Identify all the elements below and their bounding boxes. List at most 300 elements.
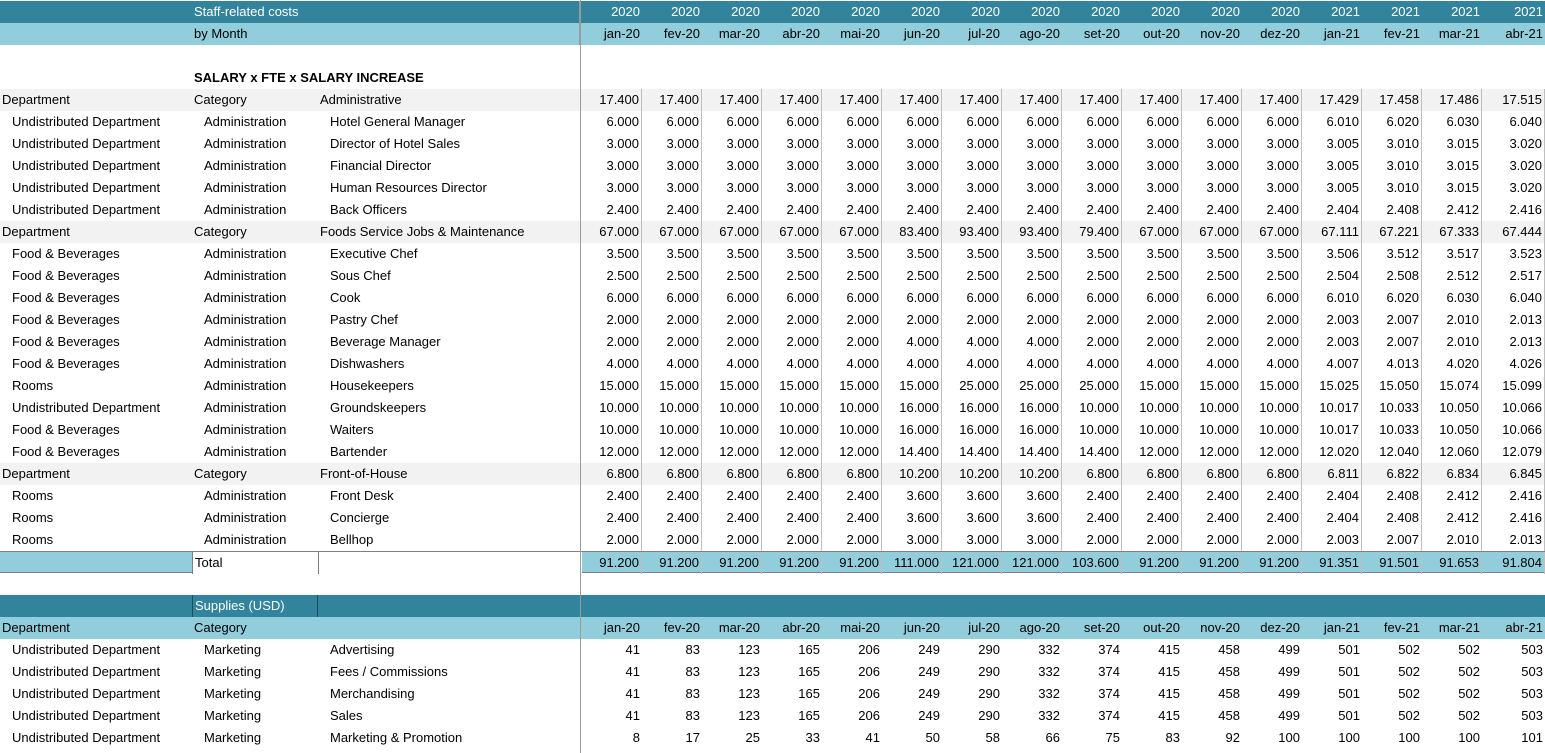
value-cell[interactable]: 10.000 (1182, 419, 1242, 441)
header-month-cell[interactable]: mar-21 (1438, 26, 1480, 41)
value-cell[interactable]: 2.412 (1422, 485, 1482, 507)
value-cell[interactable]: 3.000 (1182, 177, 1242, 199)
value-cell[interactable]: 123 (738, 664, 760, 679)
total-value-cell[interactable]: 91.200 (1182, 552, 1242, 574)
value-cell[interactable]: 2.500 (582, 265, 642, 287)
group-value-cell[interactable]: 17.458 (1362, 89, 1422, 111)
header-year-cell[interactable]: 2020 (911, 4, 940, 19)
header-year-cell[interactable]: 2020 (611, 4, 640, 19)
value-cell[interactable]: 3.000 (1002, 133, 1062, 155)
department-cell[interactable]: Undistributed Department (12, 202, 161, 217)
category-cell[interactable]: Marketing (204, 664, 262, 679)
value-cell[interactable]: 3.000 (702, 155, 762, 177)
supplies-month-cell[interactable]: nov-20 (1200, 620, 1240, 635)
value-cell[interactable]: 2.000 (1182, 529, 1242, 551)
department-cell[interactable]: Rooms (12, 488, 54, 503)
header-month-cell[interactable]: jun-20 (903, 26, 940, 41)
department-header[interactable]: Department (2, 466, 70, 481)
value-cell[interactable]: 3.500 (1122, 243, 1182, 265)
value-cell[interactable]: 6.000 (822, 287, 882, 309)
total-value-cell[interactable]: 91.200 (1242, 552, 1302, 574)
value-cell[interactable]: 3.500 (1182, 243, 1242, 265)
value-cell[interactable]: 3.000 (762, 177, 822, 199)
group-value-cell[interactable]: 67.000 (642, 221, 702, 243)
value-cell[interactable]: 2.412 (1422, 507, 1482, 529)
value-cell[interactable]: 4.000 (762, 353, 822, 375)
category-header[interactable]: Category (194, 92, 247, 107)
department-cell[interactable]: Rooms (12, 532, 54, 547)
value-cell[interactable]: 6.000 (1242, 111, 1302, 133)
value-cell[interactable]: 15.025 (1302, 375, 1362, 397)
department-cell[interactable]: Food & Beverages (12, 422, 120, 437)
value-cell[interactable]: 2.500 (822, 265, 882, 287)
value-cell[interactable]: 502 (1458, 686, 1480, 701)
value-cell[interactable]: 501 (1338, 664, 1360, 679)
group-value-cell[interactable]: 17.400 (702, 89, 762, 111)
value-cell[interactable]: 503 (1521, 708, 1543, 723)
value-cell[interactable]: 2.400 (762, 507, 822, 529)
value-cell[interactable]: 2.400 (1182, 485, 1242, 507)
value-cell[interactable]: 2.400 (882, 199, 942, 221)
value-cell[interactable]: 2.500 (1002, 265, 1062, 287)
value-cell[interactable]: 10.000 (1122, 419, 1182, 441)
group-value-cell[interactable]: 6.800 (762, 463, 822, 485)
group-name[interactable]: Foods Service Jobs & Maintenance (320, 224, 525, 239)
group-value-cell[interactable]: 17.400 (582, 89, 642, 111)
group-value-cell[interactable]: 6.834 (1422, 463, 1482, 485)
value-cell[interactable]: 503 (1521, 686, 1543, 701)
value-cell[interactable]: 332 (1038, 708, 1060, 723)
value-cell[interactable]: 41 (865, 730, 880, 745)
header-month-cell[interactable]: mar-20 (718, 26, 760, 41)
value-cell[interactable]: 25.000 (942, 375, 1002, 397)
value-cell[interactable]: 6.000 (582, 111, 642, 133)
department-cell[interactable]: Undistributed Department (12, 136, 161, 151)
value-cell[interactable]: 3.500 (582, 243, 642, 265)
value-cell[interactable]: 4.007 (1302, 353, 1362, 375)
item-name-cell[interactable]: Hotel General Manager (330, 114, 466, 129)
value-cell[interactable]: 16.000 (1002, 419, 1062, 441)
group-value-cell[interactable]: 67.000 (1182, 221, 1242, 243)
value-cell[interactable]: 332 (1038, 686, 1060, 701)
value-cell[interactable]: 6.000 (942, 111, 1002, 133)
value-cell[interactable]: 15.099 (1482, 375, 1545, 397)
group-value-cell[interactable]: 6.800 (822, 463, 882, 485)
value-cell[interactable]: 10.000 (702, 419, 762, 441)
value-cell[interactable]: 290 (978, 708, 1000, 723)
value-cell[interactable]: 2.400 (1062, 485, 1122, 507)
value-cell[interactable]: 501 (1338, 708, 1360, 723)
value-cell[interactable]: 4.000 (822, 353, 882, 375)
value-cell[interactable]: 2.000 (1062, 331, 1122, 353)
supplies-month-cell[interactable]: fev-20 (663, 620, 700, 635)
group-value-cell[interactable]: 67.444 (1482, 221, 1545, 243)
header-month-cell[interactable]: ago-20 (1019, 26, 1060, 41)
value-cell[interactable]: 2.512 (1422, 265, 1482, 287)
group-value-cell[interactable]: 93.400 (942, 221, 1002, 243)
supplies-month-cell[interactable]: mai-20 (840, 620, 880, 635)
value-cell[interactable]: 15.000 (1122, 375, 1182, 397)
value-cell[interactable]: 3.020 (1482, 133, 1545, 155)
header-month-cell[interactable]: jul-20 (968, 26, 1000, 41)
value-cell[interactable]: 2.400 (822, 507, 882, 529)
value-cell[interactable]: 2.400 (1182, 507, 1242, 529)
category-cell[interactable]: Administration (204, 202, 287, 217)
value-cell[interactable]: 4.000 (1122, 353, 1182, 375)
category-cell[interactable]: Marketing (204, 686, 262, 701)
value-cell[interactable]: 2.412 (1422, 199, 1482, 221)
value-cell[interactable]: 458 (1218, 664, 1240, 679)
category-header[interactable]: Category (194, 224, 247, 239)
item-name-cell[interactable]: Advertising (330, 642, 395, 657)
value-cell[interactable]: 206 (858, 708, 880, 723)
value-cell[interactable]: 10.000 (1242, 397, 1302, 419)
value-cell[interactable]: 2.400 (1182, 199, 1242, 221)
value-cell[interactable]: 2.500 (702, 265, 762, 287)
value-cell[interactable]: 3.000 (1002, 177, 1062, 199)
value-cell[interactable]: 10.000 (762, 397, 822, 419)
value-cell[interactable]: 2.000 (582, 331, 642, 353)
value-cell[interactable]: 3.000 (582, 133, 642, 155)
category-cell[interactable]: Administration (204, 312, 287, 327)
value-cell[interactable]: 6.000 (642, 111, 702, 133)
group-name[interactable]: Front-of-House (320, 466, 408, 481)
header-year-cell[interactable]: 2021 (1514, 4, 1543, 19)
value-cell[interactable]: 2.400 (642, 199, 702, 221)
value-cell[interactable]: 165 (798, 708, 820, 723)
value-cell[interactable]: 3.500 (942, 243, 1002, 265)
header-year-cell[interactable]: 2020 (671, 4, 700, 19)
value-cell[interactable]: 2.000 (582, 309, 642, 331)
value-cell[interactable]: 503 (1521, 664, 1543, 679)
value-cell[interactable]: 249 (918, 686, 940, 701)
value-cell[interactable]: 6.000 (882, 111, 942, 133)
value-cell[interactable]: 10.066 (1482, 397, 1545, 419)
value-cell[interactable]: 4.000 (882, 353, 942, 375)
value-cell[interactable]: 14.400 (1002, 441, 1062, 463)
department-cell[interactable]: Food & Beverages (12, 356, 120, 371)
department-cell[interactable]: Food & Beverages (12, 246, 120, 261)
value-cell[interactable]: 3.000 (882, 155, 942, 177)
category-cell[interactable]: Marketing (204, 730, 262, 745)
header-month-cell[interactable]: fev-21 (1383, 26, 1420, 41)
value-cell[interactable]: 6.000 (822, 111, 882, 133)
header-month-cell[interactable]: set-20 (1083, 26, 1120, 41)
value-cell[interactable]: 332 (1038, 664, 1060, 679)
value-cell[interactable]: 2.500 (1062, 265, 1122, 287)
value-cell[interactable]: 2.400 (702, 507, 762, 529)
value-cell[interactable]: 3.500 (762, 243, 822, 265)
group-value-cell[interactable]: 67.000 (582, 221, 642, 243)
value-cell[interactable]: 3.000 (1062, 133, 1122, 155)
value-cell[interactable]: 10.066 (1482, 419, 1545, 441)
category-cell[interactable]: Administration (204, 378, 287, 393)
value-cell[interactable]: 2.404 (1302, 199, 1362, 221)
value-cell[interactable]: 10.000 (762, 419, 822, 441)
value-cell[interactable]: 2.000 (1242, 529, 1302, 551)
value-cell[interactable]: 3.600 (1002, 507, 1062, 529)
value-cell[interactable]: 3.000 (1242, 133, 1302, 155)
value-cell[interactable]: 10.000 (1182, 397, 1242, 419)
value-cell[interactable]: 2.000 (1062, 529, 1122, 551)
value-cell[interactable]: 8 (632, 730, 640, 745)
value-cell[interactable]: 206 (858, 664, 880, 679)
value-cell[interactable]: 3.000 (702, 133, 762, 155)
item-name-cell[interactable]: Executive Chef (330, 246, 418, 261)
value-cell[interactable]: 14.400 (1062, 441, 1122, 463)
value-cell[interactable]: 3.000 (822, 177, 882, 199)
supplies-month-cell[interactable]: jul-20 (968, 620, 1000, 635)
header-year-cell[interactable]: 2021 (1391, 4, 1420, 19)
value-cell[interactable]: 3.005 (1302, 177, 1362, 199)
value-cell[interactable]: 2.400 (642, 485, 702, 507)
supplies-month-cell[interactable]: fev-21 (1383, 620, 1420, 635)
value-cell[interactable]: 2.400 (822, 485, 882, 507)
total-value-cell[interactable]: 91.200 (1122, 552, 1182, 574)
value-cell[interactable]: 2.000 (702, 309, 762, 331)
value-cell[interactable]: 499 (1278, 642, 1300, 657)
value-cell[interactable]: 2.000 (762, 529, 822, 551)
value-cell[interactable]: 2.500 (882, 265, 942, 287)
group-value-cell[interactable]: 17.515 (1482, 89, 1545, 111)
value-cell[interactable]: 4.000 (1002, 331, 1062, 353)
value-cell[interactable]: 502 (1398, 642, 1420, 657)
value-cell[interactable]: 4.000 (702, 353, 762, 375)
value-cell[interactable]: 4.026 (1482, 353, 1545, 375)
supplies-month-cell[interactable]: abr-21 (1505, 620, 1543, 635)
value-cell[interactable]: 458 (1218, 708, 1240, 723)
group-value-cell[interactable]: 67.000 (702, 221, 762, 243)
category-cell[interactable]: Administration (204, 114, 287, 129)
item-name-cell[interactable]: Marketing & Promotion (330, 730, 463, 745)
supplies-month-cell[interactable]: out-20 (1143, 620, 1180, 635)
supplies-department-header[interactable]: Department (2, 620, 70, 635)
value-cell[interactable]: 4.020 (1422, 353, 1482, 375)
department-cell[interactable]: Food & Beverages (12, 444, 120, 459)
value-cell[interactable]: 2.504 (1302, 265, 1362, 287)
total-value-cell[interactable]: 121.000 (1002, 552, 1062, 574)
category-cell[interactable]: Administration (204, 400, 287, 415)
value-cell[interactable]: 10.000 (642, 419, 702, 441)
category-cell[interactable]: Administration (204, 334, 287, 349)
value-cell[interactable]: 249 (918, 708, 940, 723)
group-value-cell[interactable]: 6.845 (1482, 463, 1545, 485)
value-cell[interactable]: 2.400 (1002, 199, 1062, 221)
total-blank[interactable] (318, 552, 582, 574)
value-cell[interactable]: 6.000 (702, 287, 762, 309)
header-title[interactable]: Staff-related costs (192, 1, 580, 23)
value-cell[interactable]: 25.000 (1062, 375, 1122, 397)
value-cell[interactable]: 2.000 (702, 529, 762, 551)
value-cell[interactable]: 12.000 (1242, 441, 1302, 463)
value-cell[interactable]: 3.000 (882, 529, 942, 551)
total-value-cell[interactable]: 91.200 (642, 552, 702, 574)
department-cell[interactable]: Undistributed Department (12, 642, 161, 657)
value-cell[interactable]: 206 (858, 642, 880, 657)
value-cell[interactable]: 2.013 (1482, 309, 1545, 331)
group-value-cell[interactable]: 17.400 (642, 89, 702, 111)
group-value-cell[interactable]: 17.400 (942, 89, 1002, 111)
value-cell[interactable]: 6.000 (582, 287, 642, 309)
value-cell[interactable]: 2.010 (1422, 529, 1482, 551)
value-cell[interactable]: 2.013 (1482, 331, 1545, 353)
value-cell[interactable]: 33 (805, 730, 820, 745)
value-cell[interactable]: 458 (1218, 642, 1240, 657)
value-cell[interactable]: 4.000 (1002, 353, 1062, 375)
value-cell[interactable]: 3.500 (1062, 243, 1122, 265)
group-value-cell[interactable]: 6.800 (642, 463, 702, 485)
value-cell[interactable]: 3.000 (1242, 155, 1302, 177)
value-cell[interactable]: 123 (738, 686, 760, 701)
value-cell[interactable]: 6.000 (702, 111, 762, 133)
value-cell[interactable]: 15.000 (762, 375, 822, 397)
header-year-cell[interactable]: 2020 (1031, 4, 1060, 19)
value-cell[interactable]: 2.408 (1362, 199, 1422, 221)
item-name-cell[interactable]: Waiters (330, 422, 374, 437)
value-cell[interactable]: 10.050 (1422, 419, 1482, 441)
value-cell[interactable]: 290 (978, 642, 1000, 657)
value-cell[interactable]: 2.500 (1242, 265, 1302, 287)
value-cell[interactable]: 41 (625, 642, 640, 657)
value-cell[interactable]: 2.404 (1302, 507, 1362, 529)
header-year-cell[interactable]: 2021 (1451, 4, 1480, 19)
header-month-cell[interactable]: abr-20 (782, 26, 820, 41)
value-cell[interactable]: 502 (1398, 664, 1420, 679)
value-cell[interactable]: 501 (1338, 686, 1360, 701)
value-cell[interactable]: 2.000 (822, 331, 882, 353)
value-cell[interactable]: 3.015 (1422, 133, 1482, 155)
value-cell[interactable]: 2.508 (1362, 265, 1422, 287)
value-cell[interactable]: 10.033 (1362, 419, 1422, 441)
value-cell[interactable]: 83 (685, 664, 700, 679)
value-cell[interactable]: 100 (1458, 730, 1480, 745)
value-cell[interactable]: 92 (1225, 730, 1240, 745)
total-value-cell[interactable]: 91.200 (822, 552, 882, 574)
item-name-cell[interactable]: Bartender (330, 444, 388, 459)
value-cell[interactable]: 12.000 (822, 441, 882, 463)
value-cell[interactable]: 2.003 (1302, 331, 1362, 353)
value-cell[interactable]: 415 (1158, 642, 1180, 657)
group-value-cell[interactable]: 17.400 (1002, 89, 1062, 111)
category-header[interactable]: Category (194, 466, 247, 481)
header-year-cell[interactable]: 2020 (971, 4, 1000, 19)
value-cell[interactable]: 6.000 (1182, 111, 1242, 133)
value-cell[interactable]: 6.000 (1002, 111, 1062, 133)
department-cell[interactable]: Undistributed Department (12, 114, 161, 129)
value-cell[interactable]: 3.506 (1302, 243, 1362, 265)
value-cell[interactable]: 6.000 (1062, 111, 1122, 133)
value-cell[interactable]: 3.000 (822, 155, 882, 177)
value-cell[interactable]: 2.000 (1242, 309, 1302, 331)
value-cell[interactable]: 3.600 (882, 507, 942, 529)
header-month-cell[interactable]: mai-20 (840, 26, 880, 41)
value-cell[interactable]: 2.010 (1422, 331, 1482, 353)
group-value-cell[interactable]: 83.400 (882, 221, 942, 243)
value-cell[interactable]: 6.000 (882, 287, 942, 309)
value-cell[interactable]: 2.500 (642, 265, 702, 287)
item-name-cell[interactable]: Bellhop (330, 532, 374, 547)
group-value-cell[interactable]: 17.400 (1242, 89, 1302, 111)
value-cell[interactable]: 6.000 (1062, 287, 1122, 309)
value-cell[interactable]: 2.000 (642, 309, 702, 331)
value-cell[interactable]: 3.000 (762, 133, 822, 155)
value-cell[interactable]: 290 (978, 686, 1000, 701)
value-cell[interactable]: 15.000 (822, 375, 882, 397)
value-cell[interactable]: 6.000 (762, 287, 822, 309)
value-cell[interactable]: 123 (738, 708, 760, 723)
value-cell[interactable]: 3.000 (1002, 155, 1062, 177)
value-cell[interactable]: 332 (1038, 642, 1060, 657)
value-cell[interactable]: 2.400 (702, 199, 762, 221)
department-cell[interactable]: Undistributed Department (12, 400, 161, 415)
item-name-cell[interactable]: Front Desk (330, 488, 394, 503)
value-cell[interactable]: 6.000 (1122, 287, 1182, 309)
value-cell[interactable]: 2.408 (1362, 507, 1422, 529)
department-cell[interactable]: Undistributed Department (12, 664, 161, 679)
group-value-cell[interactable]: 67.221 (1362, 221, 1422, 243)
category-cell[interactable]: Administration (204, 246, 287, 261)
value-cell[interactable]: 15.000 (882, 375, 942, 397)
value-cell[interactable]: 2.400 (762, 485, 822, 507)
group-value-cell[interactable]: 17.400 (1182, 89, 1242, 111)
value-cell[interactable]: 2.000 (1002, 309, 1062, 331)
value-cell[interactable]: 41 (625, 708, 640, 723)
value-cell[interactable]: 458 (1218, 686, 1240, 701)
header-year-cell[interactable]: 2021 (1331, 4, 1360, 19)
department-cell[interactable]: Undistributed Department (12, 158, 161, 173)
value-cell[interactable]: 101 (1521, 730, 1543, 745)
supplies-month-cell[interactable]: jun-20 (903, 620, 940, 635)
value-cell[interactable]: 15.000 (1182, 375, 1242, 397)
supplies-month-cell[interactable]: ago-20 (1019, 620, 1060, 635)
item-name-cell[interactable]: Sous Chef (330, 268, 391, 283)
value-cell[interactable]: 14.400 (942, 441, 1002, 463)
category-cell[interactable]: Administration (204, 444, 287, 459)
value-cell[interactable]: 12.079 (1482, 441, 1545, 463)
value-cell[interactable]: 3.000 (942, 133, 1002, 155)
value-cell[interactable]: 3.000 (642, 155, 702, 177)
value-cell[interactable]: 6.010 (1302, 111, 1362, 133)
value-cell[interactable]: 3.500 (882, 243, 942, 265)
value-cell[interactable]: 3.000 (1242, 177, 1302, 199)
value-cell[interactable]: 6.020 (1362, 287, 1422, 309)
group-value-cell[interactable]: 6.800 (1062, 463, 1122, 485)
value-cell[interactable]: 2.000 (882, 309, 942, 331)
value-cell[interactable]: 502 (1398, 686, 1420, 701)
value-cell[interactable]: 6.000 (942, 287, 1002, 309)
supplies-month-cell[interactable]: jan-21 (1323, 620, 1360, 635)
value-cell[interactable]: 16.000 (882, 419, 942, 441)
value-cell[interactable]: 2.000 (762, 331, 822, 353)
value-cell[interactable]: 83 (685, 686, 700, 701)
total-label[interactable]: Total (192, 552, 318, 574)
header-month-cell[interactable]: abr-21 (1505, 26, 1543, 41)
value-cell[interactable]: 4.000 (642, 353, 702, 375)
value-cell[interactable]: 2.000 (1122, 309, 1182, 331)
value-cell[interactable]: 165 (798, 664, 820, 679)
value-cell[interactable]: 3.000 (1122, 133, 1182, 155)
supplies-category-header[interactable]: Category (194, 620, 247, 635)
value-cell[interactable]: 3.000 (942, 177, 1002, 199)
value-cell[interactable]: 2.000 (822, 529, 882, 551)
value-cell[interactable]: 2.400 (702, 485, 762, 507)
group-value-cell[interactable]: 17.400 (882, 89, 942, 111)
value-cell[interactable]: 2.000 (1182, 309, 1242, 331)
value-cell[interactable]: 6.000 (1002, 287, 1062, 309)
value-cell[interactable]: 503 (1521, 642, 1543, 657)
value-cell[interactable]: 206 (858, 686, 880, 701)
value-cell[interactable]: 83 (685, 708, 700, 723)
